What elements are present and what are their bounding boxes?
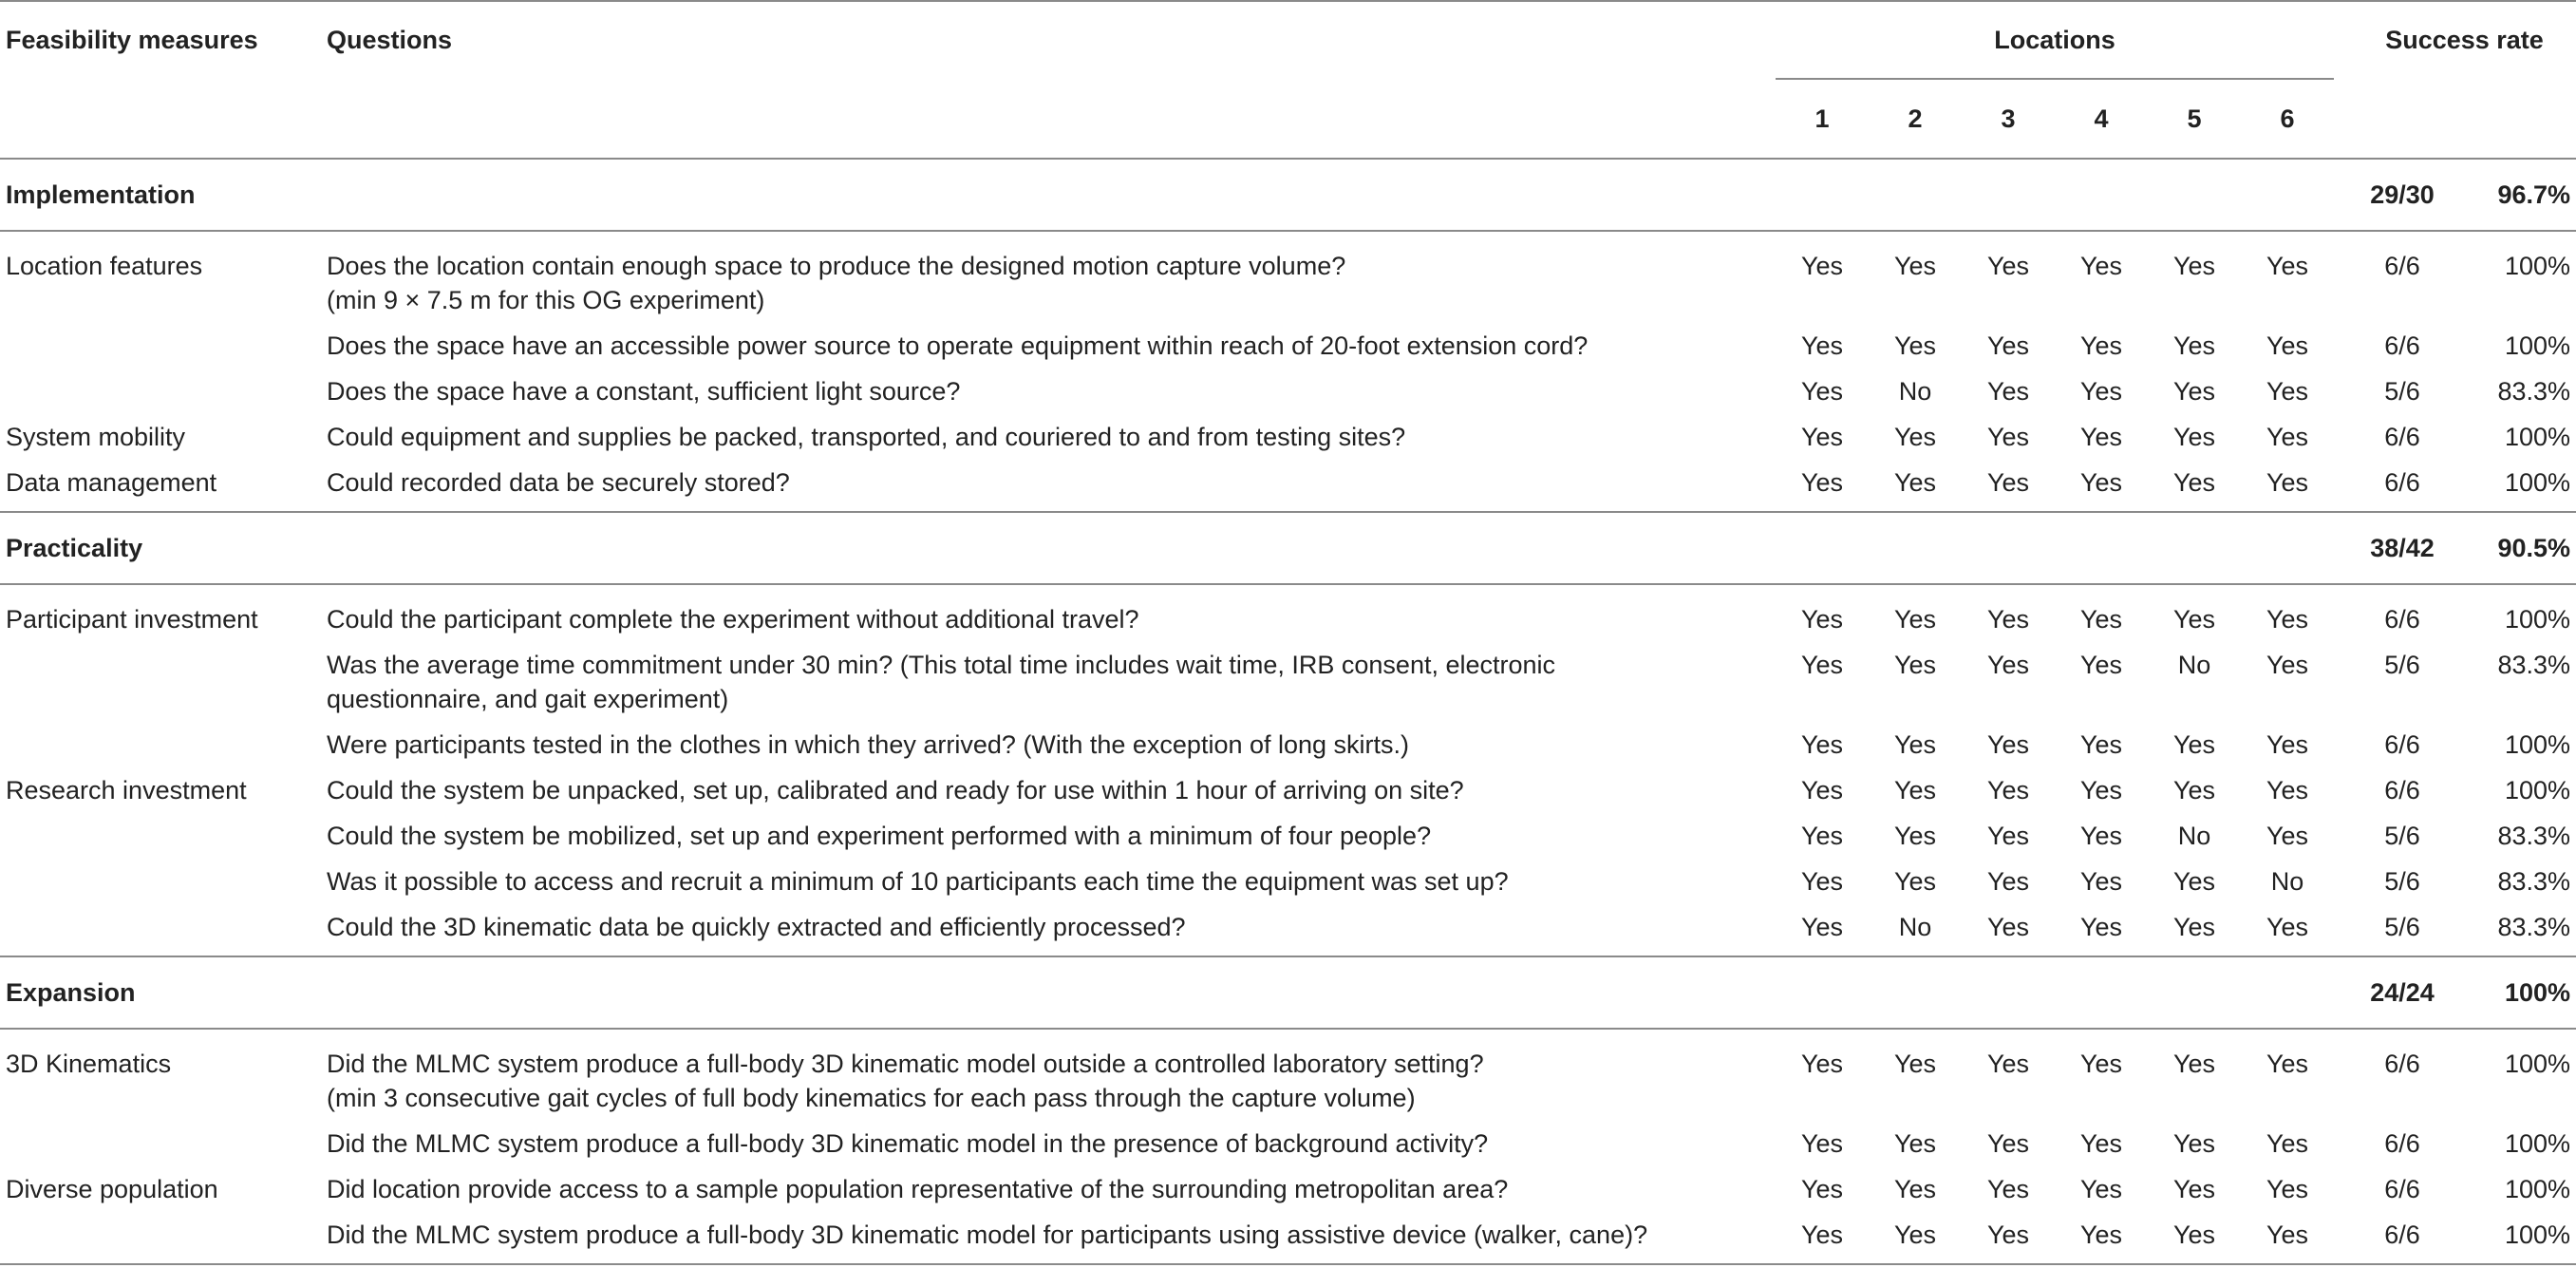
row-percent: 83.3% — [2497, 651, 2571, 679]
location-result: Yes — [2172, 1050, 2216, 1078]
measure-cell: 3D Kinematics — [6, 1050, 172, 1078]
section-fraction: 29/30 — [2334, 159, 2471, 231]
location-result: Yes — [1893, 1050, 1937, 1078]
location-result: Yes — [1800, 822, 1844, 850]
location-result: Yes — [2266, 651, 2309, 679]
location-result: Yes — [2172, 331, 2216, 360]
location-result: Yes — [1800, 252, 1844, 280]
location-number: 5 — [2148, 79, 2241, 159]
location-result: Yes — [2148, 460, 2241, 512]
location-result: Yes — [2079, 1050, 2123, 1078]
row-percent: 100% — [2504, 1050, 2571, 1078]
location-result: Yes — [1800, 423, 1844, 451]
location-result: Yes — [2266, 1050, 2309, 1078]
question-text: Could the system be mobilized, set up and experiment performed with a minimum of four people? — [327, 822, 1432, 850]
table-row — [0, 813, 2576, 859]
measure-cell: Location features — [6, 252, 203, 280]
location-result: Yes — [1800, 1175, 1844, 1203]
row-fraction: 6/6 — [2384, 1129, 2420, 1158]
location-result: Yes — [2172, 776, 2216, 804]
location-result: Yes — [1986, 776, 2030, 804]
location-result: Yes — [2079, 377, 2123, 406]
location-result: Yes — [2266, 377, 2309, 406]
location-result: Yes — [1776, 1212, 1869, 1264]
table-row — [0, 460, 2576, 512]
question-note: (min 9 × 7.5 m for this OG experiment) — [327, 286, 765, 314]
row-percent: 100% — [2471, 1212, 2576, 1264]
location-result: No — [1898, 377, 1932, 406]
location-result: Yes — [2266, 423, 2309, 451]
row-percent: 83.3% — [2497, 377, 2571, 406]
question-cell — [327, 904, 1776, 956]
question-cell — [327, 460, 1776, 512]
location-result: Yes — [1893, 730, 1937, 759]
header-questions: Questions — [327, 1, 1776, 79]
location-result: Yes — [1986, 252, 2030, 280]
row-fraction: 6/6 — [2384, 730, 2420, 759]
location-result: Yes — [2055, 904, 2148, 956]
location-result: Yes — [1893, 822, 1937, 850]
location-result: Yes — [1800, 331, 1844, 360]
location-result: Yes — [2241, 460, 2334, 512]
measure-cell — [0, 904, 327, 956]
row-fraction: 6/6 — [2384, 605, 2420, 634]
question-cell — [327, 642, 1776, 722]
question-text: Did location provide access to a sample population representative of the surrounding metropolitan area? — [327, 1175, 1509, 1203]
table-body — [0, 159, 2576, 1264]
location-result: Yes — [1800, 377, 1844, 406]
location-result: Yes — [1869, 1212, 1962, 1264]
table-row — [0, 642, 2576, 722]
location-result: Yes — [2055, 460, 2148, 512]
question-text: Could recorded data be securely stored? — [327, 468, 790, 497]
question-text: Did the MLMC system produce a full-body 3D kinematic model outside a controlled laboratory setting? — [327, 1050, 1484, 1078]
location-result: Yes — [2079, 605, 2123, 634]
question-cell — [327, 859, 1776, 904]
row-percent: 83.3% — [2471, 904, 2576, 956]
measure-cell — [0, 1212, 327, 1264]
row-fraction: 6/6 — [2334, 1212, 2471, 1264]
table-row — [0, 323, 2576, 369]
section-row — [0, 159, 2576, 231]
location-result: Yes — [2079, 730, 2123, 759]
question-text: Could the participant complete the experiment without additional travel? — [327, 605, 1139, 634]
location-result: Yes — [2079, 776, 2123, 804]
row-fraction: 6/6 — [2334, 460, 2471, 512]
measure-cell — [0, 642, 327, 722]
section-fraction: 24/24 — [2334, 956, 2471, 1029]
location-result: Yes — [1893, 1175, 1937, 1203]
section-title: Expansion — [0, 956, 1776, 1029]
question-cell — [327, 369, 1776, 414]
row-fraction: 6/6 — [2384, 331, 2420, 360]
location-result: Yes — [1962, 460, 2055, 512]
location-result: Yes — [2266, 252, 2309, 280]
measure-cell — [0, 813, 327, 859]
question-cell — [327, 1121, 1776, 1166]
question-note: (min 3 consecutive gait cycles of full body kinematics for each pass through the capture volume) — [327, 1084, 1416, 1112]
location-result: Yes — [2172, 1129, 2216, 1158]
location-number: 1 — [1776, 79, 1869, 159]
location-result: Yes — [1800, 651, 1844, 679]
measure-cell — [0, 859, 327, 904]
location-result: Yes — [1893, 331, 1937, 360]
location-result: Yes — [2266, 822, 2309, 850]
question-text: Did the MLMC system produce a full-body 3D kinematic model for participants using assistive device (walker, cane)? — [327, 1221, 1648, 1249]
measure-cell: Participant investment — [6, 605, 258, 634]
row-fraction: 5/6 — [2384, 651, 2420, 679]
section-percent: 90.5% — [2471, 512, 2576, 584]
row-percent: 83.3% — [2497, 867, 2571, 896]
table-header — [0, 1, 2576, 159]
location-result: Yes — [2079, 252, 2123, 280]
row-fraction: 6/6 — [2384, 252, 2420, 280]
location-result: Yes — [1986, 331, 2030, 360]
question-text: Was it possible to access and recruit a minimum of 10 participants each time the equipment was set up? — [327, 867, 1509, 896]
question-cell — [327, 323, 1776, 369]
location-result: Yes — [2172, 605, 2216, 634]
location-result: Yes — [2266, 1129, 2309, 1158]
section-fraction: 38/42 — [2334, 512, 2471, 584]
table-row — [0, 231, 2576, 323]
location-result: Yes — [2266, 331, 2309, 360]
location-result: Yes — [1800, 605, 1844, 634]
row-fraction: 5/6 — [2384, 377, 2420, 406]
question-text: Does the location contain enough space to produce the designed motion capture volume? — [327, 252, 1346, 280]
location-number-row — [0, 79, 2576, 159]
row-percent: 100% — [2504, 1129, 2571, 1158]
location-result: Yes — [1800, 1129, 1844, 1158]
location-result: Yes — [2079, 1175, 2123, 1203]
location-result: Yes — [2079, 423, 2123, 451]
location-result: Yes — [2148, 904, 2241, 956]
question-text: Could the 3D kinematic data be quickly extracted and efficiently processed? — [327, 913, 1186, 941]
location-result: Yes — [1986, 822, 2030, 850]
table-row — [0, 1212, 2576, 1264]
location-result: Yes — [1776, 460, 1869, 512]
location-result: Yes — [1800, 776, 1844, 804]
location-number: 6 — [2241, 79, 2334, 159]
row-fraction: 6/6 — [2384, 776, 2420, 804]
location-result: Yes — [2266, 776, 2309, 804]
section-percent: 96.7% — [2471, 159, 2576, 231]
row-percent: 100% — [2504, 1175, 2571, 1203]
location-number: 3 — [1962, 79, 2055, 159]
question-text: Did the MLMC system produce a full-body 3D kinematic model in the presence of background activity? — [327, 1129, 1489, 1158]
table-row — [0, 1029, 2576, 1121]
table-row — [0, 904, 2576, 956]
question-cell — [327, 813, 1776, 859]
measure-cell — [0, 323, 327, 369]
location-result: Yes — [1800, 1050, 1844, 1078]
location-result: Yes — [2241, 904, 2334, 956]
location-result: Yes — [1893, 867, 1937, 896]
row-percent: 100% — [2504, 252, 2571, 280]
row-percent: 100% — [2504, 423, 2571, 451]
location-result: Yes — [2079, 867, 2123, 896]
location-number: 4 — [2055, 79, 2148, 159]
question-text: Does the space have an accessible power source to operate equipment within reach of 20-foot extension cord? — [327, 331, 1589, 360]
location-number: 2 — [1869, 79, 1962, 159]
location-result: Yes — [1893, 1129, 1937, 1158]
location-result: Yes — [2079, 1129, 2123, 1158]
location-result: Yes — [1893, 423, 1937, 451]
location-result: No — [2177, 822, 2211, 850]
row-percent: 100% — [2504, 331, 2571, 360]
measure-cell — [0, 1121, 327, 1166]
location-result: Yes — [2266, 730, 2309, 759]
location-result: Yes — [2148, 1212, 2241, 1264]
location-result: Yes — [2266, 1175, 2309, 1203]
table-row — [0, 414, 2576, 460]
location-result: Yes — [1893, 776, 1937, 804]
header-locations: Locations — [1776, 1, 2334, 79]
location-result: Yes — [2055, 1212, 2148, 1264]
table-row — [0, 767, 2576, 813]
section-percent: 100% — [2471, 956, 2576, 1029]
location-result: Yes — [1986, 1129, 2030, 1158]
location-result: Yes — [1986, 377, 2030, 406]
measure-cell: Data management — [0, 460, 327, 512]
location-result: Yes — [2172, 377, 2216, 406]
question-text: Was the average time commitment under 30 min? (This total time includes wait time, IRB consent, electronic — [327, 651, 1556, 679]
row-fraction: 6/6 — [2384, 1175, 2420, 1203]
location-result: Yes — [2266, 605, 2309, 634]
table-row — [0, 584, 2576, 642]
location-result: Yes — [1893, 252, 1937, 280]
table-row — [0, 722, 2576, 767]
question-text: Were participants tested in the clothes in which they arrived? (With the exception of long skirts.) — [327, 730, 1410, 759]
location-result: Yes — [1986, 1175, 2030, 1203]
location-result: Yes — [1962, 1212, 2055, 1264]
location-result: Yes — [2172, 423, 2216, 451]
row-fraction: 5/6 — [2384, 822, 2420, 850]
row-fraction: 5/6 — [2334, 904, 2471, 956]
table-row — [0, 1121, 2576, 1166]
question-text: Does the space have a constant, sufficient light source? — [327, 377, 961, 406]
row-fraction: 5/6 — [2384, 867, 2420, 896]
row-percent: 100% — [2504, 776, 2571, 804]
location-result: Yes — [1986, 730, 2030, 759]
question-text: Could equipment and supplies be packed, transported, and couriered to and from testing sites? — [327, 423, 1406, 451]
location-result: No — [1869, 904, 1962, 956]
location-result: Yes — [2172, 730, 2216, 759]
location-result: Yes — [1986, 605, 2030, 634]
measure-cell — [0, 369, 327, 414]
section-row — [0, 956, 2576, 1029]
row-percent: 100% — [2504, 730, 2571, 759]
measure-cell — [0, 722, 327, 767]
location-result: Yes — [1986, 867, 2030, 896]
question-cell — [327, 231, 1776, 323]
location-result: Yes — [1800, 730, 1844, 759]
location-result: Yes — [1962, 904, 2055, 956]
table-row — [0, 1166, 2576, 1212]
question-note: questionnaire, and gait experiment) — [327, 685, 729, 713]
location-result: Yes — [1776, 904, 1869, 956]
location-result: Yes — [1893, 605, 1937, 634]
row-fraction: 6/6 — [2384, 1050, 2420, 1078]
location-result: Yes — [1986, 651, 2030, 679]
row-percent: 100% — [2504, 605, 2571, 634]
question-cell — [327, 1166, 1776, 1212]
location-result: Yes — [2172, 867, 2216, 896]
location-result: Yes — [2079, 822, 2123, 850]
location-result: No — [2177, 651, 2211, 679]
question-cell — [327, 1212, 1776, 1264]
question-cell — [327, 767, 1776, 813]
row-fraction: 6/6 — [2384, 423, 2420, 451]
location-result: Yes — [2079, 331, 2123, 360]
question-cell — [327, 722, 1776, 767]
header-measures: Feasibility measures — [0, 1, 327, 79]
location-result: Yes — [2172, 1175, 2216, 1203]
measure-cell: Research investment — [6, 776, 247, 804]
location-result: Yes — [1869, 460, 1962, 512]
location-result: Yes — [1893, 651, 1937, 679]
question-cell — [327, 1029, 1776, 1121]
row-percent: 83.3% — [2497, 822, 2571, 850]
location-result: Yes — [2172, 252, 2216, 280]
measure-cell: System mobility — [6, 423, 186, 451]
question-cell — [327, 584, 1776, 642]
location-result: Yes — [2241, 1212, 2334, 1264]
question-text: Could the system be unpacked, set up, calibrated and ready for use within 1 hour of arriving on site? — [327, 776, 1464, 804]
location-result: Yes — [1986, 423, 2030, 451]
location-result: Yes — [1986, 1050, 2030, 1078]
section-row — [0, 512, 2576, 584]
table-row — [0, 859, 2576, 904]
location-result: No — [2270, 867, 2304, 896]
question-cell — [327, 414, 1776, 460]
row-percent: 100% — [2471, 460, 2576, 512]
header-success-rate: Success rate — [2334, 1, 2576, 79]
location-result: Yes — [1800, 867, 1844, 896]
table-row — [0, 369, 2576, 414]
section-title: Practicality — [0, 512, 1776, 584]
section-title: Implementation — [0, 159, 1776, 231]
location-result: Yes — [2079, 651, 2123, 679]
measure-cell: Diverse population — [6, 1175, 218, 1203]
